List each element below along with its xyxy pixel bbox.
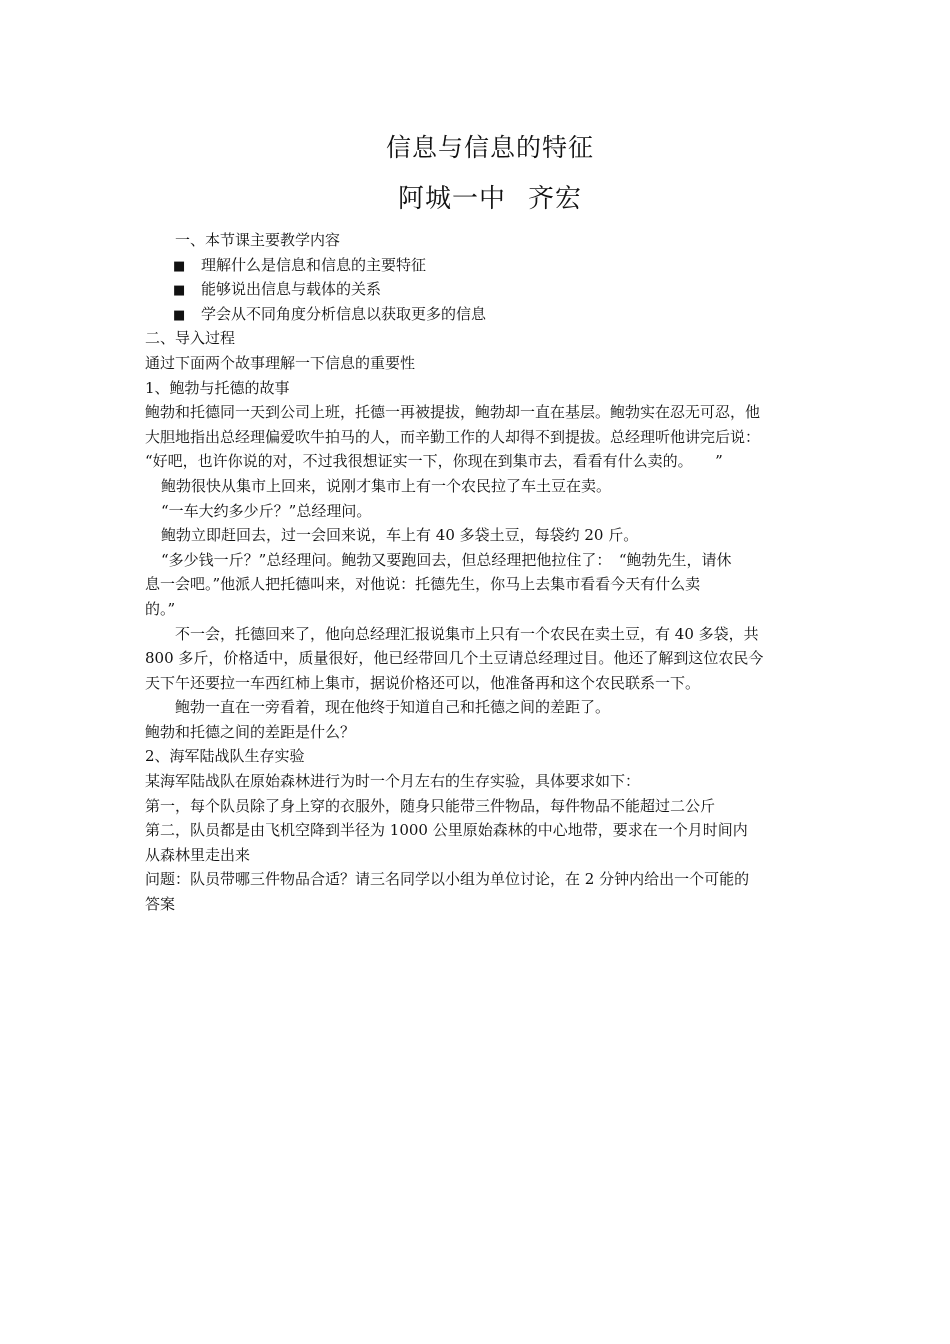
paragraph-line: “多少钱一斤？”总经理问。鲍勃又要跑回去，但总经理把他拉住了： “鲍勃先生，请休 [161,550,732,569]
paragraph-line: 从森林里走出来 [145,845,251,864]
paragraph-line: 第一，每个队员除了身上穿的衣服外，随身只能带三件物品，每件物品不能超过二公斤 [145,796,716,815]
paragraph-line: “一车大约多少斤？”总经理问。 [161,501,372,520]
paragraph-line: 答案 [145,895,176,914]
paragraph-line: “好吧，也许你说的对，不过我很想证实一下，你现在到集市去，看看有什么卖的。 ” [145,452,723,471]
paragraph-line: 鲍勃很快从集市上回来，说刚才集市上有一个农民拉了车土豆在卖。 [161,476,612,495]
paragraph-line: 不一会，托德回来了，他向总经理汇报说集市上只有一个农民在卖土豆，有 40 多袋，共 [175,624,759,643]
objective-item: ■ 能够说出信息与载体的关系 [145,277,810,302]
paragraph-line: 鲍勃立即赶回去，过一会回来说，车上有 40 多袋土豆，每袋约 20 斤。 [161,526,639,545]
paragraph-line: 鲍勃一直在一旁看着，现在他终于知道自己和托德之间的差距了。 [175,698,611,717]
story-heading: 1、鲍勃与托德的故事 [145,378,290,397]
objective-item: ■ 理解什么是信息和信息的主要特征 [145,253,810,278]
section-heading: 一、本节课主要教学内容 [175,231,341,249]
paragraph-line: 某海军陆战队在原始森林进行为时一个月左右的生存实验，具体要求如下： [145,772,641,791]
paragraph-line: 第二，队员都是由飞机空降到半径为 1000 公里原始森林的中心地带，要求在一个月时间内 [145,821,748,840]
paragraph-line: 息一会吧。”他派人把托德叫来，对他说：托德先生，你马上去集市看看今天有什么卖 [145,575,701,594]
bullet-icon: ■ [173,307,186,323]
question-line: 鲍勃和托德之间的差距是什么？ [145,722,356,741]
document-author [15,182,950,216]
story-heading: 2、海军陆战队生存实验 [145,747,305,766]
paragraph-line: 800 多斤，价格适中，质量很好，他已经带回几个土豆请总经理过目。他还了解到这位农民今 [145,649,764,668]
document-body [145,228,810,917]
paragraph-line: 天下午还要拉一车西红柿上集市，据说价格还可以，他准备再和这个农民联系一下。 [145,673,701,692]
author-school: 阿城一中 [397,184,506,214]
author-name: 齐宏 [528,184,583,214]
bullet-icon: ■ [173,258,186,274]
objective-item: ■ 学会从不同角度分析信息以获取更多的信息 [145,302,810,327]
document-title: 信息与信息的特征 [385,133,594,162]
bullet-icon: ■ [173,283,186,299]
paragraph-line: 大胆地指出总经理偏爱吹牛拍马的人，而辛勤工作的人却得不到提拔。总经理听他讲完后说： [145,427,761,446]
paragraph-line: 的。” [145,599,176,618]
paragraph-line: 鲍勃和托德同一天到公司上班，托德一再被提拔，鲍勃却一直在基层。鲍勃实在忍无可忍，他 [145,403,761,422]
question-line: 问题：队员带哪三件物品合适？请三名同学以小组为单位讨论，在 2 分钟内给出一个可能的 [145,870,750,889]
section-heading: 二、导入过程 [145,329,236,348]
intro-text: 通过下面两个故事理解一下信息的重要性 [145,353,416,372]
